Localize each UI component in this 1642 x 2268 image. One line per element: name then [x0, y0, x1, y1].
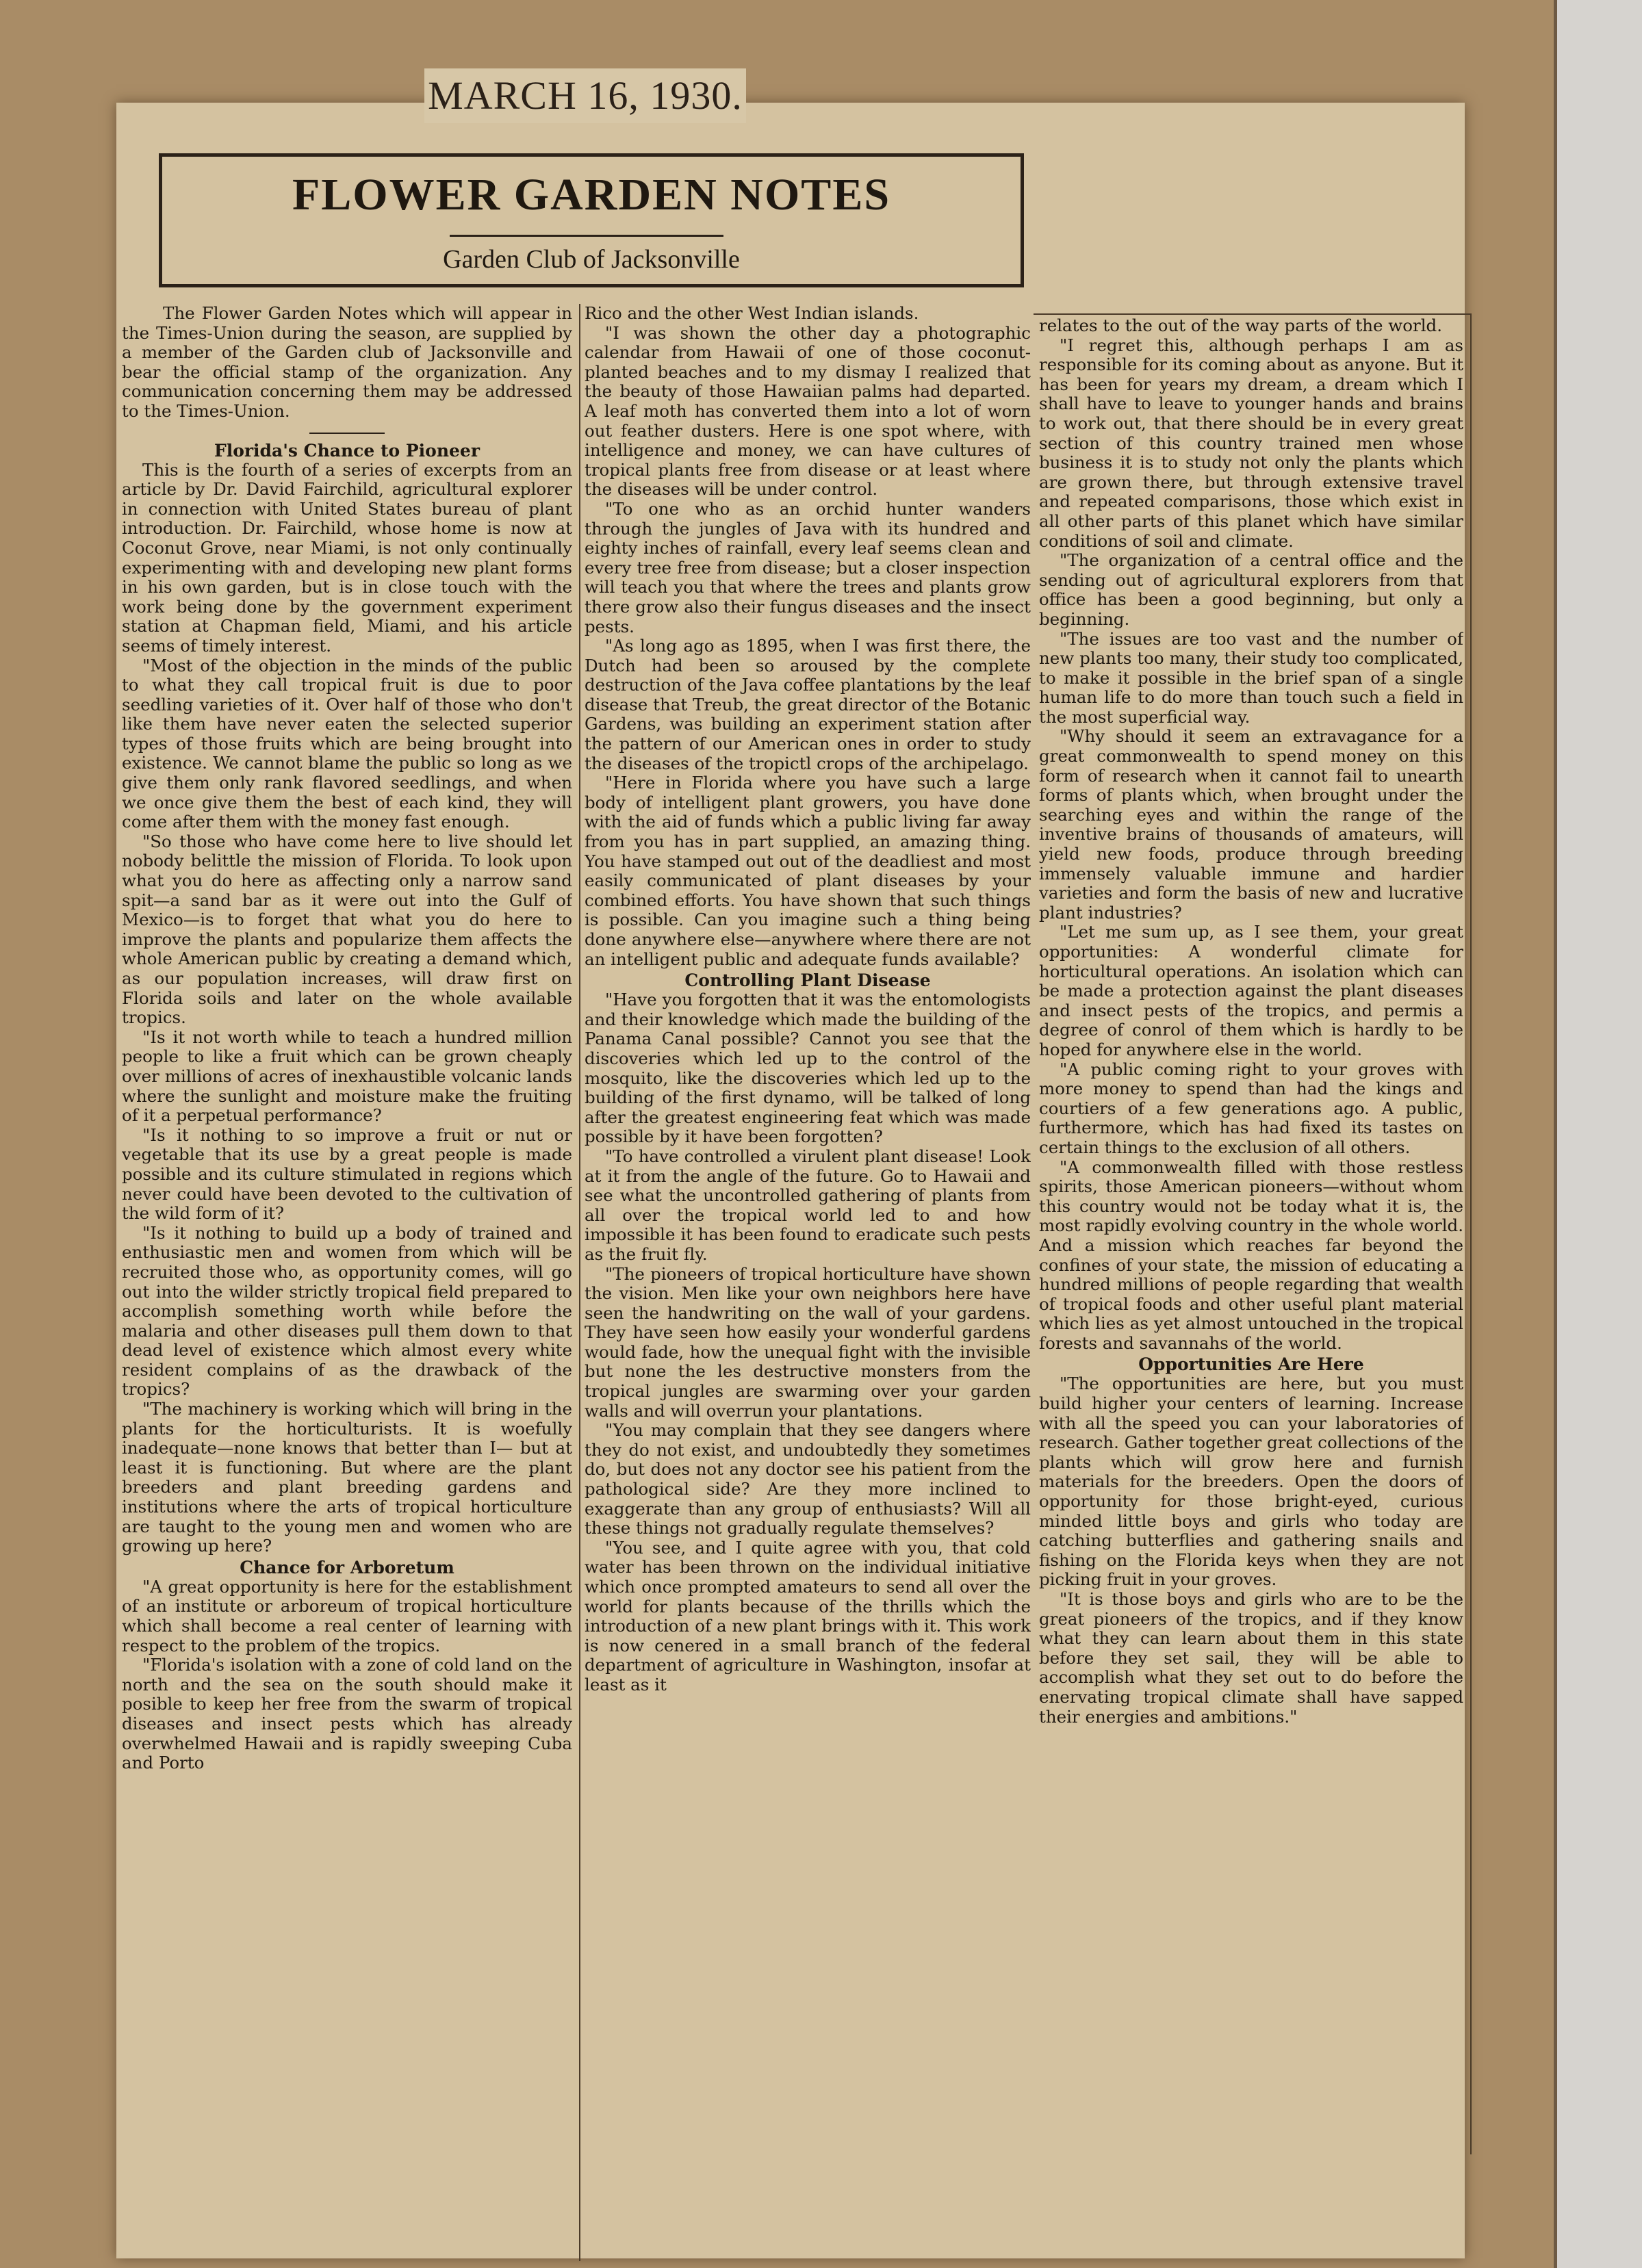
- paragraph: "Let me sum up, as I see them, your great opportunities: A wonderful climate for horticultural operations. An isolation which can be made a protection against the plant diseases and insect pests of the tropics, and permis a degree of conrol of them which is hardly to be hoped for anywhere else in the world.: [1039, 922, 1463, 1059]
- article-column-1: [122, 304, 572, 2254]
- paragraph: "So those who have come here to live should let nobody belittle the mission of Florida. To look upon what you do here as affecting only a narrow sand spit—a sand bar as it were out into the Gulf of Mexico—is to forget that what you do here to improve the plants and popularize them affects the whole American public by creating a demand which, as our population increases, will draw first on Florida soils and later on the whole available tropics.: [122, 831, 572, 1028]
- paragraph: "Most of the objection in the minds of the public to what they call tropical fruit is due to poor seedling varieties of it. Over half of those who don't like them have never eaten the selected superior types of those fruits which are being brought into existence. We cannot blame the public so long as we give them only rank flavored seedlings, and when we once give them the best of each kind, they will come after them with the money fast enough.: [122, 655, 572, 832]
- section-separator: [309, 433, 385, 434]
- paragraph: "Florida's isolation with a zone of cold land on the north and the sea on the south should make it posible to keep her free from the swarm of tropical diseases and insect pests which has already overwhelmed Hawaii and is rapidly sweeping Cuba and Porto: [122, 1655, 572, 1773]
- paragraph: "As long ago as 1895, when I was first there, the Dutch had been so aroused by the complete destruction of the Java coffee plantations by the leaf disease that Treub, the great director of the Botanic Gardens, was building an experiment station after the pattern of our American ones in order to study the diseases of the tropictl crops of the archipelago.: [585, 636, 1031, 773]
- date-stamp: MARCH 16, 1930.: [424, 68, 746, 123]
- section-heading: Controlling Plant Disease: [684, 970, 931, 991]
- paragraph: "To one who as an orchid hunter wanders through the jungles of Java with its hundred and eighty inches of rainfall, every leaf seems clean and every tree free from disease; but a closer inspection will teach you that where the trees and plants grow there grow also their fungus diseases and the insect pests.: [585, 498, 1031, 636]
- paragraph: "Why should it seem an extravagance for a great commonwealth to spend money on this form of research when it cannot fail to unearth forms of plants which, when brought under the searching eyes and within the range of the inventive brains of thousands of amateurs, will yield new foods, produce through breeding immensely valuable immune and hardier varieties and form the basis of new and lucrative plant industries?: [1039, 726, 1463, 923]
- section-heading: Florida's Chance to Pioneer: [214, 440, 480, 461]
- article-column-3: [1039, 316, 1463, 2267]
- paragraph: "The organization of a central office and the sending out of agricultural explorers from that office has been a good beginning, but only a beginning.: [1039, 550, 1463, 629]
- headline-rule: [450, 235, 723, 237]
- paragraph: "Is it nothing to build up a body of trained and enthusiastic men and women from which will be recruited those who, as opportunity comes, will go out into the wilder strictly tropical field prepared to accomplish something worth while before the malaria and other diseases pull them down to that dead level of existence which almost every white resident complains of as the drawback of the tropics?: [122, 1222, 572, 1400]
- article-column-2: [585, 304, 1031, 2254]
- paragraph: relates to the out of the way parts of the world.: [1039, 316, 1443, 335]
- paragraph: "It is those boys and girls who are to be the great pioneers of the tropics, and if they know what they can learn about them in this state before they set sail, they will be able to accomplish what they set out to do before the enervating tropical climate shall have sapped their energies and ambitions.": [1039, 1589, 1463, 1727]
- binder-margin: [1554, 0, 1642, 2268]
- section-heading: Opportunities Are Here: [1138, 1354, 1364, 1375]
- headline: FLOWER GARDEN NOTES: [292, 170, 891, 220]
- column-divider-1: [579, 304, 580, 2261]
- paragraph: Rico and the other West Indian islands.: [585, 304, 919, 323]
- paragraph: "A commonwealth filled with those restless spirits, those American pioneers—without whom this country would not be today what it is, the most rapidly evolving country in the whole world. And a mission which reaches far beyond the confines of your state, the mission of educating a hundred millions of people regarding that wealth of tropical foods and other useful plant material which lies as yet almost untouched in the tropical forests and savannahs of the world.: [1039, 1157, 1463, 1353]
- binder-edge: [1554, 0, 1557, 2268]
- paragraph: "Here in Florida where you have such a large body of intelligent plant growers, you have done with the aid of funds which a public living far away from you has in part supplied, an amazing thing. You have stamped out out of the deadliest and most easily communicated of plant diseases by your combined efforts. You have shown that such things is possible. Can you imagine such a thing being done anywhere else—anywhere where there are not an intelligent public and adequate funds available?: [585, 773, 1031, 969]
- paragraph: "The pioneers of tropical horticulture have shown the vision. Men like your own neighbors here have seen the handwriting on the wall of your gardens. They have seen how easily your wonderful gardens would fade, how the unequal fight with the invisible but none the les destructive monsters from the tropical jungles are swarming over your garden walls and will overrun your plantations.: [585, 1263, 1031, 1421]
- paragraph: This is the fourth of a series of excerpts from an article by Dr. David Fairchild, agricultural explorer in connection with United States bureau of plant introduction. Dr. Fairchild, whose home is now at Coconut Grove, near Miami, is not only continually experimenting with and developing new plant forms in his own garden, but is in close touch with the work being done by the government experiment station at Chapman field, Miami, and his article seems of timely interest.: [122, 459, 572, 656]
- paragraph: "The machinery is working which will bring in the plants for the horticulturists. It is woefully inadequate—none knows that better than I— but at least it is functioning. But where are the plant breeders and plant breeding gardens and institutions where the arts of tropical horticulture are taught to the young men and women who are growing up here?: [122, 1399, 572, 1556]
- paragraph: "To have controlled a virulent plant disease! Look at it from the angle of the future. Go to Hawaii and see what the uncontrolled gathering of plants from all over the tropical world led to and how impossible it has been found to eradicate such pests as the fruit fly.: [585, 1146, 1031, 1264]
- paragraph: "I regret this, although perhaps I am as responsible for its coming about as anyone. But it has been for years my dream, a dream which I shall have to leave to younger hands and brains to work out, that there should be in every great section of this country trained men whose business it is to study not only the plants which are grown there, but through extensive travel and repeated comparisons, those which exist in all other parts of this planet which have similar conditions of soil and climate.: [1039, 335, 1463, 551]
- intro-paragraph: The Flower Garden Notes which will appear in the Times-Union during the season, are supplied by a member of the Garden club of Jacksonville and bear the official stamp of the organization. Any communication concerning them may be addressed to the Times-Union.: [122, 304, 572, 421]
- paragraph: "Is it not worth while to teach a hundred million people to like a fruit which can be grown cheaply over millions of acres of inexhaustible volcanic lands where the sunlight and moisture make the fruiting of it a perpetual performance?: [122, 1027, 572, 1126]
- section-heading: Chance for Arboretum: [240, 1557, 454, 1577]
- paragraph: "Have you forgotten that it was the entomologists and their knowledge which made the building of the Panama Canal possible? Cannot you see that the discoveries which led up to the control of the mosquito, like the discoveries which led up to the building of the first dynamo, will be talked of long after the greatest engineering feat which was made possible by it have been forgotten?: [585, 990, 1031, 1147]
- paragraph: "A great opportunity is here for the establishment of an institute or arboreum of tropical horticulture which shall become a real center of learning with respect to the problem of the tropics.: [122, 1576, 572, 1655]
- paragraph: "I was shown the other day a photographic calendar from Hawaii of one of those coconut-planted beaches and to my dismay I realized that the beauty of those Hawaiian palms had departed. A leaf moth has converted them into a lot of worn out feather dusters. Here is one spot where, with intelligence and money, we can have cultures of tropical plants free from disease or at least where the diseases will be under control.: [585, 322, 1031, 500]
- paragraph: "The issues are too vast and the number of new plants too many, their study too complicated, to make it possible in the brief span of a single human life to do more than touch such a field in the most superficial way.: [1039, 628, 1463, 727]
- paragraph: "You may complain that they see dangers where they do not exist, and undoubtedly they sometimes do, but does not any doctor see his patient from the pathological side? Are they more inclined to exaggerate than any group of enthusiasts? Will all these things not gradually regulate themselves?: [585, 1420, 1031, 1538]
- paragraph: "Is it nothing to so improve a fruit or nut or vegetable that its use by a great people is made possible and its culture stimulated in regions which never could have been devoted to the cultivation of the wild form of it?: [122, 1124, 572, 1224]
- paragraph: "The opportunities are here, but you must build higher your centers of learning. Increase with all the speed you can your laboratories of research. Gather together great collections of the plants which will grow here and furnish materials for the breeders. Open the doors of opportunity for those bright-eyed, curious minded little boys and girls who today are catching butterflies and gathering snails and fishing on the Florida keys when they are not picking fruit in your groves.: [1039, 1374, 1463, 1590]
- paragraph: "A public coming right to your groves with more money to spend than had the kings and courtiers of a few generations ago. A public, furthermore, which has had fixed its tastes on certain things to the exclusion of all others.: [1039, 1059, 1463, 1157]
- paragraph: "You see, and I quite agree with you, that cold water has been thrown on the individual initiative which once prompted amateurs to send all over the world for plants because of the thrills which the introduction of a new plant brings with it. This work is now cenered in a small branch of the federal department of agriculture in Washington, insofar at least as it: [585, 1537, 1031, 1694]
- headline-box: [159, 153, 1024, 287]
- subheadline: Garden Club of Jacksonville: [443, 245, 740, 274]
